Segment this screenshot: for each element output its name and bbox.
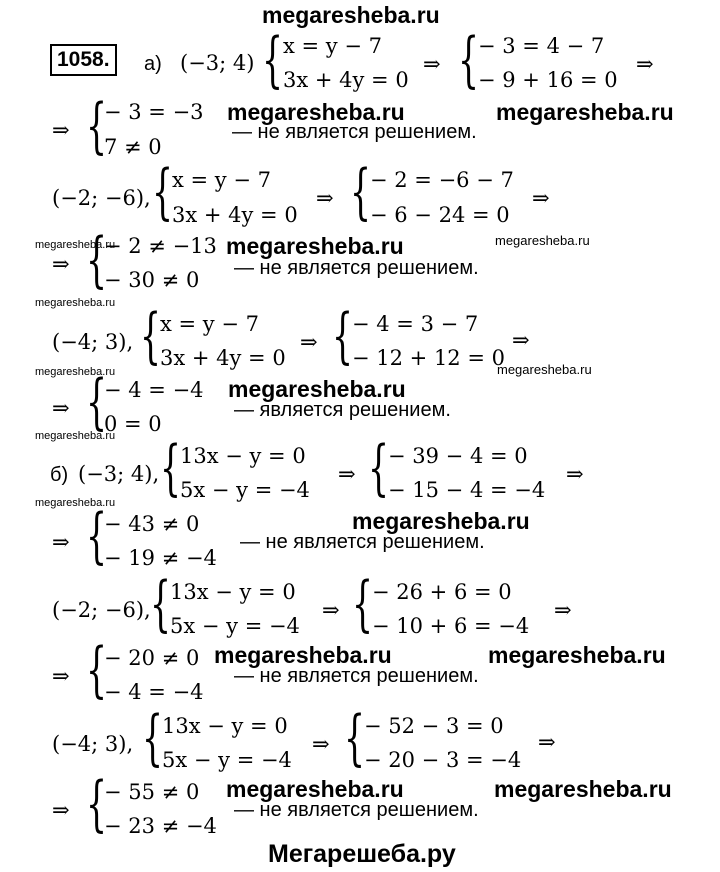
a2-verdict: — не является решением. — [234, 257, 479, 279]
brace: { — [368, 433, 390, 503]
a1-point: (−3; 4) — [180, 51, 255, 75]
a3-sub-line-2: − 12 + 12 = 0 — [352, 346, 505, 370]
brace: { — [86, 91, 108, 161]
implies-arrow: ⇒ — [316, 186, 334, 210]
b2-sub-line-2: − 10 + 6 = −4 — [372, 614, 530, 638]
implies-arrow: ⇒ — [532, 186, 550, 210]
watermark-top: megaresheba.ru — [262, 2, 440, 28]
system-line-1: x = y − 7 — [172, 168, 271, 192]
system-b-line-2: 5x − y = −4 — [170, 614, 300, 638]
a2-sub-line-2: − 6 − 24 = 0 — [370, 203, 510, 227]
b1-sub-line-1: − 39 − 4 = 0 — [388, 444, 528, 468]
a2-point: (−2; −6), — [52, 186, 151, 210]
a3-res-line-2: 0 = 0 — [104, 412, 162, 436]
brace: { — [152, 157, 174, 227]
system-line-1: x = y − 7 — [160, 312, 259, 336]
implies-arrow: ⇒ — [636, 52, 654, 76]
system-line-1: x = y − 7 — [283, 34, 382, 58]
implies-arrow: ⇒ — [300, 330, 318, 354]
problem-number: 1058. — [50, 44, 117, 76]
brace: { — [160, 433, 182, 503]
watermark: megaresheba.ru — [494, 776, 672, 802]
a3-sub-line-1: − 4 = 3 − 7 — [352, 312, 479, 336]
a1-res-line-2: 7 ≠ 0 — [104, 135, 162, 159]
b2-verdict: — не является решением. — [234, 665, 479, 687]
watermark: megaresheba.ru — [214, 642, 392, 668]
b3-sub-line-1: − 52 − 3 = 0 — [364, 714, 504, 738]
implies-arrow: ⇒ — [512, 328, 530, 352]
a1-sub-line-2: − 9 + 16 = 0 — [478, 68, 618, 92]
part-b-label: б) — [50, 464, 69, 486]
a2-sub-line-1: − 2 = −6 − 7 — [370, 168, 514, 192]
system-line-2: 3x + 4y = 0 — [160, 346, 286, 370]
watermark: megaresheba.ru — [226, 776, 404, 802]
brace: { — [332, 301, 354, 371]
watermark-footer: Мегарешеба.ру — [268, 840, 456, 868]
implies-arrow: ⇒ — [52, 252, 70, 276]
brace: { — [86, 501, 108, 571]
system-b-line-2: 5x − y = −4 — [180, 478, 310, 502]
implies-arrow: ⇒ — [338, 462, 356, 486]
b1-res-line-2: − 19 ≠ −4 — [104, 546, 217, 570]
a3-point: (−4; 3), — [52, 330, 134, 354]
brace: { — [86, 367, 108, 437]
watermark: megaresheba.ru — [496, 99, 674, 125]
watermark: megaresheba.ru — [226, 233, 404, 259]
implies-arrow: ⇒ — [538, 730, 556, 754]
b1-res-line-1: − 43 ≠ 0 — [104, 512, 200, 536]
system-b-line-2: 5x − y = −4 — [162, 748, 292, 772]
brace: { — [140, 301, 162, 371]
implies-arrow: ⇒ — [52, 798, 70, 822]
b3-sub-line-2: − 20 − 3 = −4 — [364, 748, 522, 772]
brace: { — [458, 25, 480, 95]
a1-verdict: — не является решением. — [232, 121, 477, 143]
b1-verdict: — не является решением. — [240, 531, 485, 553]
brace: { — [344, 703, 366, 773]
watermark: megaresheba.ru — [228, 376, 406, 402]
b1-sub-line-2: − 15 − 4 = −4 — [388, 478, 546, 502]
b2-res-line-2: − 4 = −4 — [104, 680, 204, 704]
implies-arrow: ⇒ — [52, 118, 70, 142]
b2-sub-line-1: − 26 + 6 = 0 — [372, 580, 512, 604]
implies-arrow: ⇒ — [322, 598, 340, 622]
b1-point: (−3; 4), — [78, 462, 160, 486]
implies-arrow: ⇒ — [52, 396, 70, 420]
system-line-2: 3x + 4y = 0 — [283, 68, 409, 92]
a1-res-line-1: − 3 = −3 — [104, 100, 204, 124]
system-line-2: 3x + 4y = 0 — [172, 203, 298, 227]
brace: { — [86, 225, 108, 295]
b3-verdict: — не является решением. — [234, 799, 479, 821]
watermark: megaresheba.ru — [227, 99, 405, 125]
watermark-small: megaresheba.ru — [35, 497, 116, 509]
implies-arrow: ⇒ — [52, 530, 70, 554]
a2-res-line-2: − 30 ≠ 0 — [104, 268, 200, 292]
watermark-small: megaresheba.ru — [495, 233, 590, 248]
brace: { — [142, 703, 164, 773]
watermark: megaresheba.ru — [488, 642, 666, 668]
watermark-small: megaresheba.ru — [497, 362, 592, 377]
b3-res-line-1: − 55 ≠ 0 — [104, 780, 200, 804]
a3-res-line-1: − 4 = −4 — [104, 378, 204, 402]
part-a-label: а) — [144, 53, 162, 75]
b3-point: (−4; 3), — [52, 732, 134, 756]
system-b-line-1: 13x − y = 0 — [180, 444, 306, 468]
brace: { — [86, 769, 108, 839]
implies-arrow: ⇒ — [312, 732, 330, 756]
a3-verdict: — является решением. — [234, 399, 451, 421]
implies-arrow: ⇒ — [52, 664, 70, 688]
b2-point: (−2; −6), — [52, 598, 151, 622]
system-b-line-1: 13x − y = 0 — [162, 714, 288, 738]
watermark-small: megaresheba.ru — [35, 430, 116, 442]
brace: { — [150, 569, 172, 639]
a2-res-line-1: − 2 ≠ −13 — [104, 234, 217, 258]
watermark-small: megaresheba.ru — [35, 297, 116, 309]
a1-sub-line-1: − 3 = 4 − 7 — [478, 34, 605, 58]
brace: { — [352, 569, 374, 639]
implies-arrow: ⇒ — [423, 52, 441, 76]
brace: { — [350, 157, 372, 227]
watermark-small: megaresheba.ru — [35, 366, 116, 378]
watermark: megaresheba.ru — [352, 508, 530, 534]
implies-arrow: ⇒ — [554, 598, 572, 622]
brace: { — [262, 25, 284, 95]
system-b-line-1: 13x − y = 0 — [170, 580, 296, 604]
b3-res-line-2: − 23 ≠ −4 — [104, 814, 217, 838]
watermark-small: megaresheba.ru — [35, 239, 116, 251]
b2-res-line-1: − 20 ≠ 0 — [104, 646, 200, 670]
brace: { — [86, 635, 108, 705]
implies-arrow: ⇒ — [566, 462, 584, 486]
